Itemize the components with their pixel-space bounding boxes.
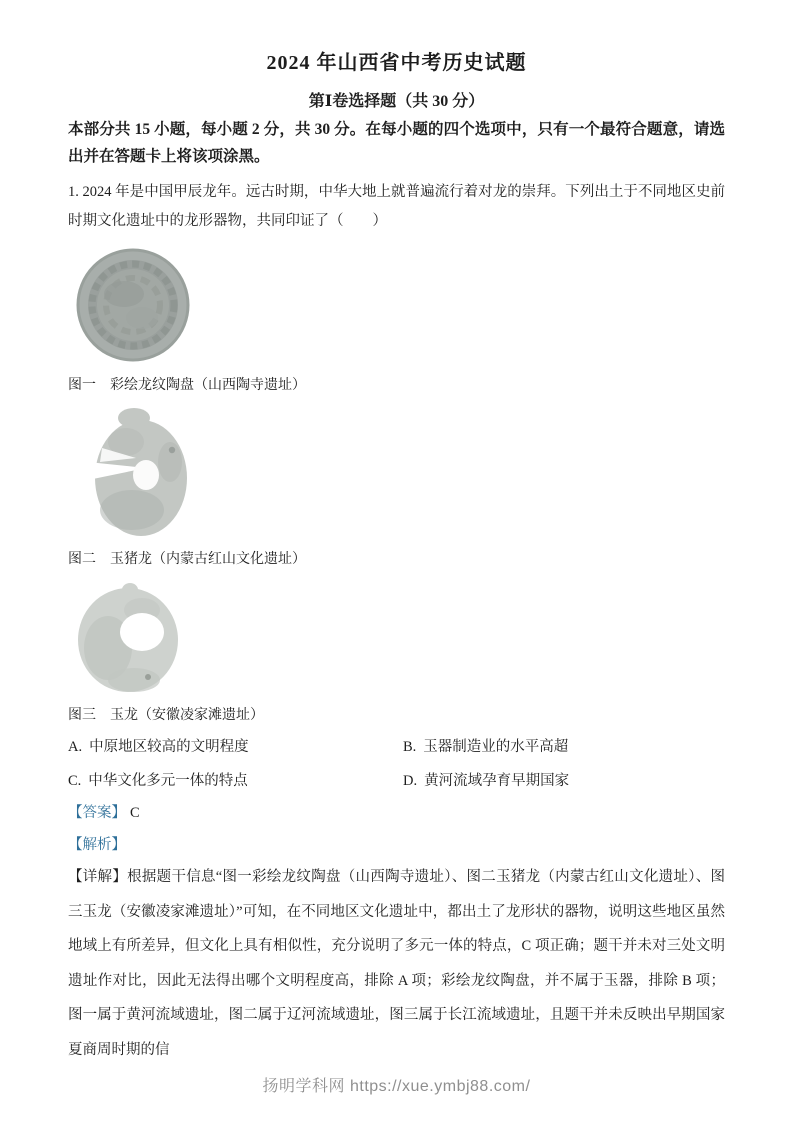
detail-text: 根据题干信息“图一彩绘龙纹陶盘（山西陶寺遗址）、图二玉猪龙（内蒙古红山文化遗址）、图三玉龙（安徽凌家滩遗址）”可知，在不同地区文化遗址中，都出土了龙形状的器物，说明这些地区虽然地域上有所差异，但文化上具有相似性，充分说明了多元一体的特点，C 项正确；题干并未对三处文明遗址作对比，因此无法得出哪个文明程度高，排除 A 项；彩绘龙纹陶盘，并不属于玉器，排除 B 项；图一属于黄河流域遗址，图二属于辽河流域遗址，图三属于长江流域遗址，且题干并未反映出早期国家夏商周时期的信 [68,869,726,1058]
option-a [68,735,403,756]
option-d-key: D. [403,773,418,790]
jade-dragon-ring-image [72,580,184,694]
figure-3-label: 图三 [68,707,96,723]
detail-label: 【详解】 [68,869,128,886]
figure-1-caption-text: 彩绘龙纹陶盘（山西陶寺遗址） [110,378,306,394]
painted-dragon-pottery-plate-image [74,246,192,364]
option-c-text: 中华文化多元一体的特点 [88,773,248,790]
answer-line [68,801,725,822]
option-b-text: 玉器制造业的水平高超 [423,739,569,756]
figure-2 [68,406,725,570]
answer-label: 【答案】 [68,805,126,822]
figure-3 [68,580,725,726]
figure-2-caption-text: 玉猪龙（内蒙古红山文化遗址） [110,551,306,567]
figure-2-label: 图二 [68,551,96,567]
option-a-text: 中原地区较高的文明程度 [89,739,249,756]
figure-1-caption [68,376,725,396]
figure-3-caption-text: 玉龙（安徽凌家滩遗址） [110,707,264,723]
analysis-line [68,833,725,854]
option-c [68,769,403,790]
answer-value: C [130,805,140,822]
watermark-text: 扬明学科网 https://xue.ymbj88.com/ [262,1078,531,1095]
option-d-text: 黄河流域孕育早期国家 [424,773,570,790]
figure-2-caption [68,550,725,570]
option-b [403,735,725,756]
answer-options [68,735,725,790]
watermark-footer [0,1073,793,1096]
figure-1 [68,246,725,396]
option-d [403,769,725,790]
section-heading: 第Ⅰ卷选择题（共 30 分） [308,93,485,110]
option-a-key: A. [68,739,83,756]
figure-3-caption [68,706,725,726]
jade-pig-dragon-image [84,406,196,538]
option-c-key: C. [68,773,82,790]
page-title: 2024 年山西省中考历史试题 [266,52,527,74]
exam-instructions: 本部分共 15 小题，每小题 2 分，共 30 分。在每小题的四个选项中，只有一个最符合题意，请选出并在答题卡上将该项涂黑。 [68,121,725,165]
figure-1-label: 图一 [68,378,96,394]
question-1-text: 1. 2024 年是中国甲辰龙年。远古时期，中华大地上就普遍流行着对龙的崇拜。下列出土于不同地区史前时期文化遗址中的龙形器物，共同印证了（ ） [68,184,725,230]
detail-paragraph [68,860,725,1067]
option-b-key: B. [403,739,417,756]
analysis-label: 【解析】 [68,837,126,854]
